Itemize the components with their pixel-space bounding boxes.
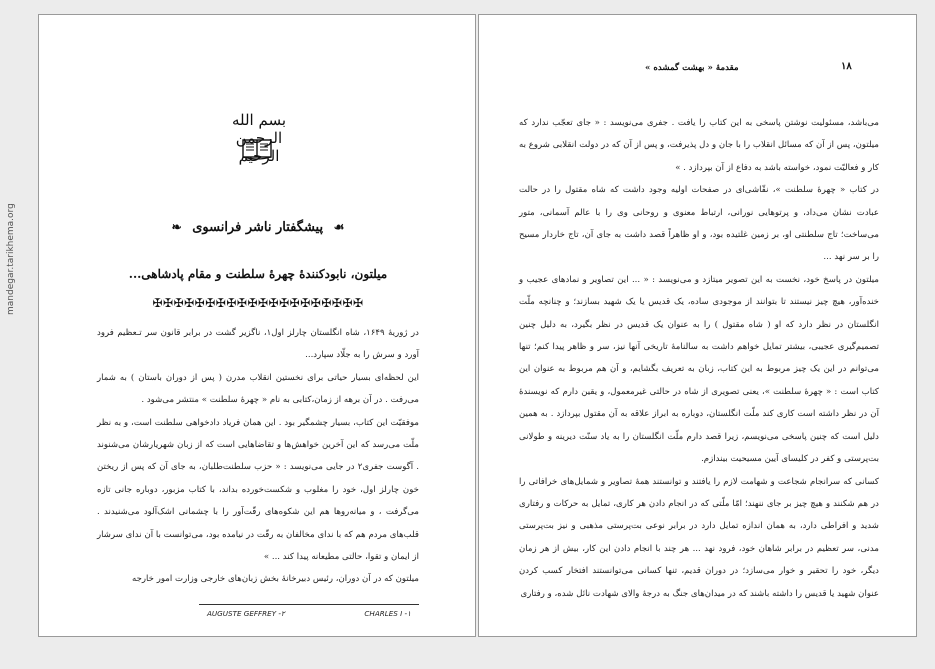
paragraph: این لحظه‌ای بسیار حیاتی برای نخستین انقلاب مدرن ( پس از دوران باستان ) به شمار می‌رفت . در آن برهه از زمان،کتابی به نام « چهرهٔ سلطنت » منتشر می‌شود .: [97, 372, 419, 406]
open-book-icon: [242, 137, 272, 159]
watermark-side-left: mandegar.tarikhema.org: [6, 203, 16, 315]
paragraph: کسانی که سرانجام شجاعت و شهامت لازم را یافتند و توانستند همهٔ تصاویر و شمایل‌های خرافاتی را در هم شکنند و هیچ چیز بر جای ننهند؛ امّا ملّتی که در انجام دادن هر کاری، تمایل به حرکات و رفتاری شدید و افراطی دارد، به همان اندازه تمایل دارد در برابر نوعی بت‌پرستی مذهبی و نیز بت‌پرستی مدنی، سر تعظیم در برابر شاهان خود، فرود نهد ... هر چند با انجام دادن این کار، بیش از هر زمان دیگر، خود را تحقیر و خوار می‌سازد؛ در دوران قدیم، تنها کسانی می‌توانستند افتخار کسب کردن عنوان شهید یا قدیس را داشته باشند که در میدان‌های جنگ به درجهٔ والای شهادت نائل شده، و رفتاری: [519, 476, 879, 599]
basmala-calligraphy: بسم الله الرحمن الرحیم: [231, 111, 287, 165]
paragraph: در کتاب « چهرهٔ سلطنت »، نقّاشی‌ای در صفحات اولیه وجود داشت که شاه مقتول را در حالت عبادت نشان می‌داد، و پرتوهایی نورانی، ارتباط معنوی و روحانی وی را با عالم آسمانی، متور می‌ساخت؛ تاج سلطنتی او، بر زمین غلتیده بود، و او ظاهراً قصد داشت به جای آن، تاج خاردار مسیح را بر سر نهد ...: [519, 185, 879, 263]
footnotes: [199, 604, 419, 618]
chapter-title: [79, 220, 437, 235]
running-head: مقدمهٔ « بهشت گمشده »: [645, 63, 739, 73]
right-body-text: [519, 112, 879, 605]
ornament-right: ❧: [171, 220, 182, 234]
cross-ornament-row: ✠✠✠✠✠✠✠✠✠✠✠✠✠✠✠✠✠✠✠✠: [152, 296, 364, 310]
paragraph: در ژوریهٔ ۱۶۴۹، شاه انگلستان چارلز اول۱، ناگزیر گشت در برابر قانون سر تـعظیم فرود آورد و سرش را به جلّاد سپارد...: [97, 328, 419, 361]
page-number: ۱۸: [841, 61, 852, 72]
left-page: [6, 14, 476, 637]
right-page: [478, 14, 917, 637]
paragraph: می‌باشد، مسئولیت نوشتن پاسخی به این کتاب را یافت . جفری می‌نویسد : « جای تعجّب ندارد که میلتون، پس از آن که مسائل انقلاب را با جان و دل پذیرفت، و پس از آن که در دولت انقلابی شروع به کار و فعالیّت نمود، خواسته باشد به دفاع از آن بپردازد . »: [519, 118, 879, 173]
paragraph: میلتون که در آن دوران، رئیس دبیرخانهٔ بخش زبان‌های خارجی وزارت امور خارجه: [131, 574, 419, 585]
chapter-subtitle: میلتون، نابودکنندهٔ چهرهٔ سلطنت و مقام پادشاهی...: [128, 267, 388, 281]
chapter-title-text: پیشگفتار ناشر فرانسوی: [192, 220, 324, 235]
paragraph: موفقیّت این کتاب، بسیار چشمگیر بود . این همان فریاد دادخواهی سلطنت است، و به نظر ملّت می‌رسد که این آخرین خواهش‌ها و تقاضاهایی است که از زبان شهریارشان می‌شنوند . آگوست جفری۲ در جایی می‌نویسد : « حزب سلطنت‌طلبان، به جای آن که پس از ریختن خون چارلز اول، خود را مغلوب و شکست‌خورده بداند، با کتاب مزبور، دوباره جانی تازه می‌گرفت ، و میانه‌روها هم این شکوه‌های رقّت‌آور را با چشمانی اشک‌آلود می‌شنیدند . قلب‌های مردم هم که با ندای مخالفان به رقّت در نیامده بود، می‌توانست با آن ندای سرشار از ایمان و تقوا، حالتی مطیعانه پیدا کند ... »: [97, 417, 419, 563]
ornament-left: ☙: [333, 220, 345, 234]
paragraph: میلتون در پاسخ خود، نخست به این تصویر میتازد و می‌نویسد : « ... این تصاویر و نمادهای عجیب و خنده‌آور، هیچ چیز نیستند تا بتوانند از موجودی ساده، یک قدیس یا یک شهید بسازند؛ و چنانچه ملّت انگلستان در نظر دارد که او ( شاه مقتول ) را به عنوان یک قدیس در نظر بگیرد، به دلیل چنین تصمیم‌گیری عجیبی، بیشتر تمایل خواهم داشت به سالنامهٔ تاریخی آنها نیز، سر و ظاهر پیدا کنم؛ تنها می‌توانم در این یک چیز مربوط به این کتاب، زبان به تعریف بگشایم، و آن هم مربوط به عنوان این کتاب است : « چهرهٔ سلطنت »، یعنی تصویری از شاه در حالتی غیرمعمول، و یقین دارم که نویسندهٔ آن در نظر داشته است کاری کند ملّت انگلستان، دوباره به ابراز علاقه به آن مقتول بپردازد . به همین دلیل است که چنین پاسخی می‌نویسم، زیرا قصد دارم ملّت انگلستان را به یاد سنّت دیرینه و طولانی بت‌پرستی و کفر در کلیسای آیین مسیحیت بیندازم.: [519, 274, 879, 465]
left-body-text: [97, 322, 419, 591]
footnote-1: CHARLES I -۱: [364, 609, 411, 618]
footnote-2: AUGUSTE GEFFREY -۲: [207, 609, 285, 618]
